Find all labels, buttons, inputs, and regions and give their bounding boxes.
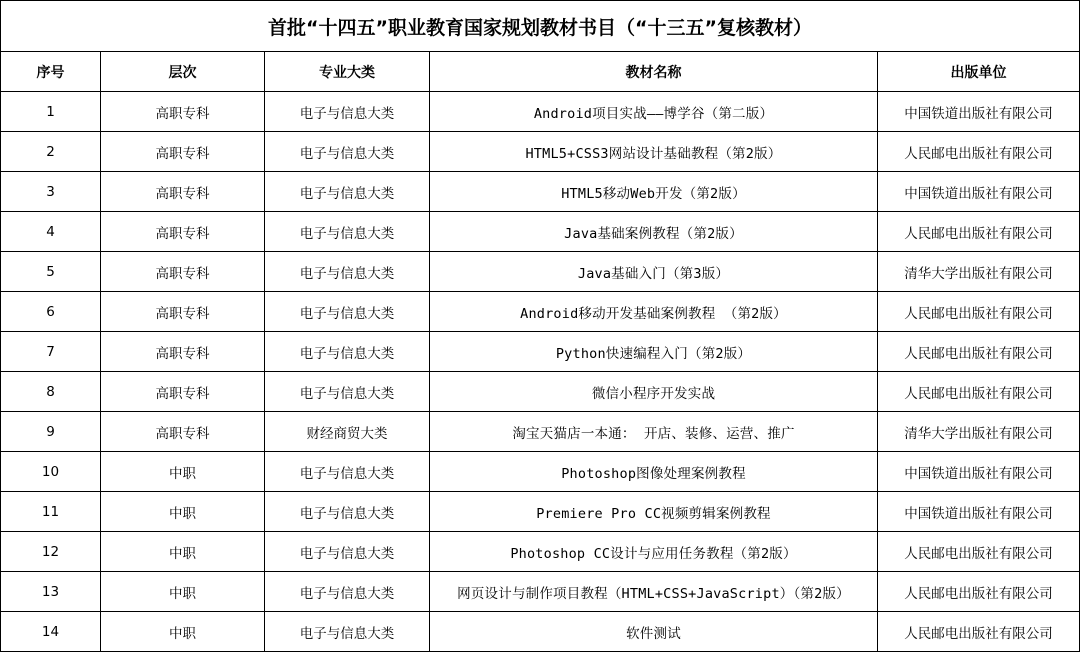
table-header-row: [1, 52, 1080, 92]
table-row: [1, 92, 1080, 132]
cell-publisher: 人民邮电出版社有限公司: [878, 372, 1080, 412]
cell-level: 中职: [101, 532, 265, 572]
cell-publisher: 中国铁道出版社有限公司: [878, 452, 1080, 492]
table-row: [1, 372, 1080, 412]
cell-level: 中职: [101, 612, 265, 652]
table-row: [1, 532, 1080, 572]
cell-publisher: 人民邮电出版社有限公司: [878, 572, 1080, 612]
cell-book-title: 网页设计与制作项目教程（HTML+CSS+JavaScript）（第2版）: [430, 572, 878, 612]
table-row: [1, 412, 1080, 452]
cell-book-title: HTML5+CSS3网站设计基础教程（第2版）: [430, 132, 878, 172]
cell-index: 13: [1, 572, 101, 612]
cell-level: 中职: [101, 452, 265, 492]
cell-index: 6: [1, 292, 101, 332]
column-header-index: 序号: [1, 52, 101, 92]
cell-level: 高职专科: [101, 252, 265, 292]
cell-category: 电子与信息大类: [265, 212, 430, 252]
column-header-book-title: 教材名称: [430, 52, 878, 92]
cell-index: 14: [1, 612, 101, 652]
table-title: 首批“十四五”职业教育国家规划教材书目（“十三五”复核教材）: [1, 1, 1080, 52]
column-header-category: 专业大类: [265, 52, 430, 92]
cell-book-title: Java基础案例教程（第2版）: [430, 212, 878, 252]
table-row: [1, 332, 1080, 372]
cell-book-title: 软件测试: [430, 612, 878, 652]
table-row: [1, 132, 1080, 172]
cell-level: 中职: [101, 572, 265, 612]
column-header-publisher: 出版单位: [878, 52, 1080, 92]
cell-category: 电子与信息大类: [265, 172, 430, 212]
cell-book-title: Premiere Pro CC视频剪辑案例教程: [430, 492, 878, 532]
cell-level: 高职专科: [101, 332, 265, 372]
cell-book-title: Android项目实战——博学谷（第二版）: [430, 92, 878, 132]
cell-category: 电子与信息大类: [265, 132, 430, 172]
cell-index: 4: [1, 212, 101, 252]
cell-level: 高职专科: [101, 132, 265, 172]
cell-publisher: 中国铁道出版社有限公司: [878, 172, 1080, 212]
cell-publisher: 人民邮电出版社有限公司: [878, 132, 1080, 172]
cell-book-title: 淘宝天猫店一本通： 开店、装修、运营、推广: [430, 412, 878, 452]
cell-category: 电子与信息大类: [265, 492, 430, 532]
cell-level: 高职专科: [101, 372, 265, 412]
cell-level: 高职专科: [101, 412, 265, 452]
cell-book-title: Photoshop CC设计与应用任务教程（第2版）: [430, 532, 878, 572]
table-row: [1, 212, 1080, 252]
column-header-level: 层次: [101, 52, 265, 92]
table-row: [1, 172, 1080, 212]
cell-category: 电子与信息大类: [265, 572, 430, 612]
cell-index: 3: [1, 172, 101, 212]
cell-level: 中职: [101, 492, 265, 532]
cell-category: 财经商贸大类: [265, 412, 430, 452]
cell-publisher: 人民邮电出版社有限公司: [878, 212, 1080, 252]
table-row: [1, 292, 1080, 332]
cell-publisher: 人民邮电出版社有限公司: [878, 332, 1080, 372]
cell-index: 10: [1, 452, 101, 492]
cell-book-title: Photoshop图像处理案例教程: [430, 452, 878, 492]
cell-publisher: 清华大学出版社有限公司: [878, 412, 1080, 452]
table-row: [1, 492, 1080, 532]
cell-book-title: HTML5移动Web开发（第2版）: [430, 172, 878, 212]
cell-level: 高职专科: [101, 92, 265, 132]
cell-category: 电子与信息大类: [265, 332, 430, 372]
cell-book-title: Python快速编程入门（第2版）: [430, 332, 878, 372]
cell-category: 电子与信息大类: [265, 452, 430, 492]
cell-level: 高职专科: [101, 172, 265, 212]
cell-book-title: Java基础入门（第3版）: [430, 252, 878, 292]
cell-index: 12: [1, 532, 101, 572]
cell-category: 电子与信息大类: [265, 612, 430, 652]
cell-index: 7: [1, 332, 101, 372]
cell-level: 高职专科: [101, 212, 265, 252]
cell-category: 电子与信息大类: [265, 292, 430, 332]
cell-publisher: 人民邮电出版社有限公司: [878, 532, 1080, 572]
cell-publisher: 人民邮电出版社有限公司: [878, 292, 1080, 332]
cell-index: 1: [1, 92, 101, 132]
cell-publisher: 中国铁道出版社有限公司: [878, 492, 1080, 532]
cell-index: 11: [1, 492, 101, 532]
table-row: [1, 252, 1080, 292]
cell-index: 9: [1, 412, 101, 452]
table-row: [1, 572, 1080, 612]
table-row: [1, 452, 1080, 492]
cell-category: 电子与信息大类: [265, 532, 430, 572]
cell-publisher: 人民邮电出版社有限公司: [878, 612, 1080, 652]
cell-index: 8: [1, 372, 101, 412]
cell-level: 高职专科: [101, 292, 265, 332]
cell-index: 2: [1, 132, 101, 172]
cell-category: 电子与信息大类: [265, 252, 430, 292]
cell-publisher: 清华大学出版社有限公司: [878, 252, 1080, 292]
cell-book-title: 微信小程序开发实战: [430, 372, 878, 412]
cell-category: 电子与信息大类: [265, 92, 430, 132]
cell-category: 电子与信息大类: [265, 372, 430, 412]
table-title-row: [1, 1, 1080, 52]
cell-publisher: 中国铁道出版社有限公司: [878, 92, 1080, 132]
table-row: [1, 612, 1080, 652]
cell-index: 5: [1, 252, 101, 292]
cell-book-title: Android移动开发基础案例教程 （第2版）: [430, 292, 878, 332]
